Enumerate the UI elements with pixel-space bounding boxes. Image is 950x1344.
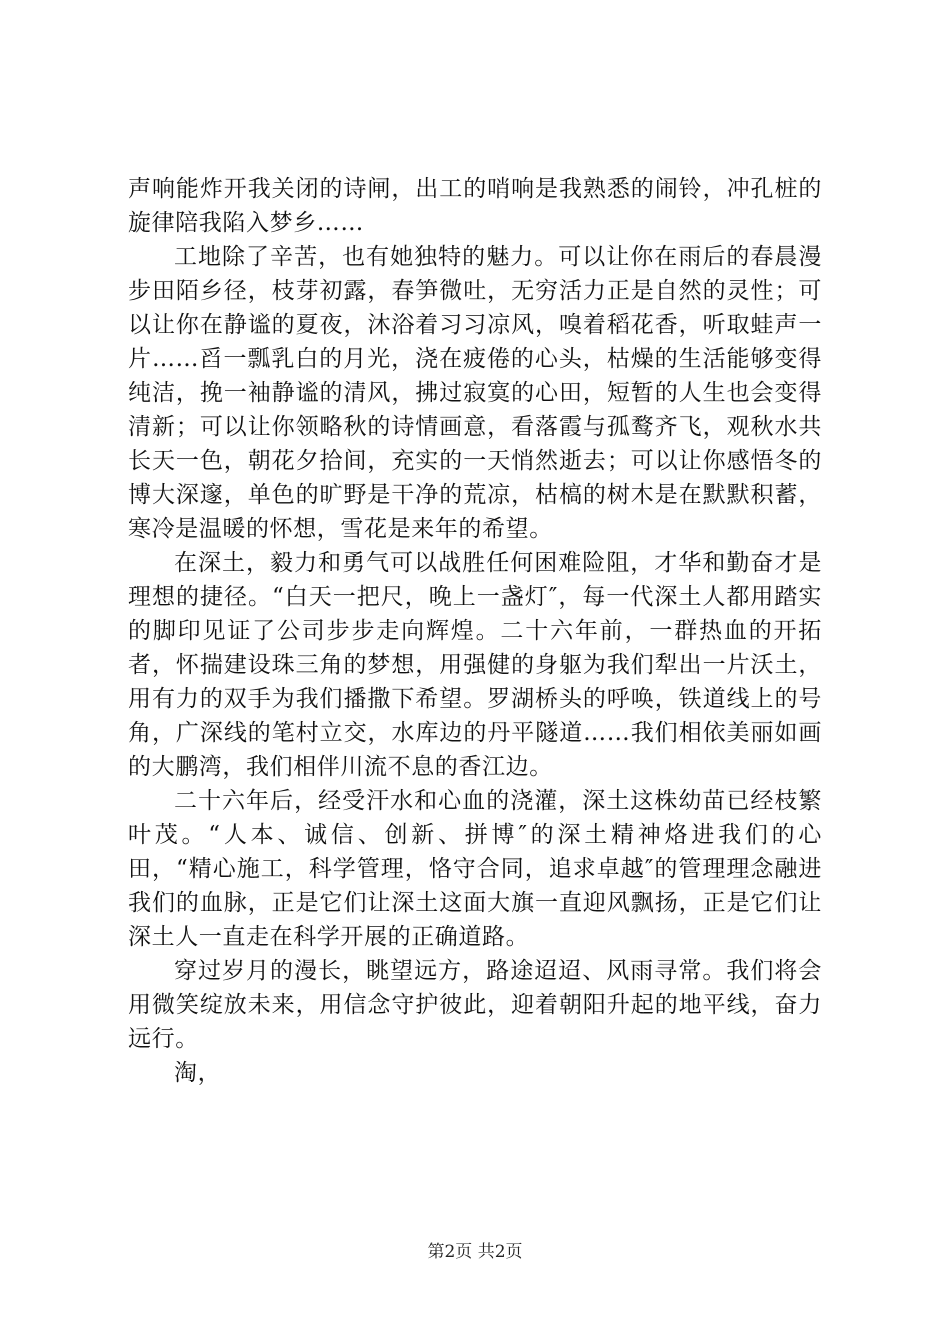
page-number-footer: 第2页 共2页 xyxy=(427,1242,523,1262)
paragraph-fragment: 淘， xyxy=(174,1060,222,1086)
paragraph-continuation: 声响能炸开我关闭的诗闸，出工的哨响是我熟悉的闹铃，冲孔桩的旋律陪我陷入梦乡…… xyxy=(128,176,822,236)
paragraph-company-history: 在深土，毅力和勇气可以战胜任何困难险阻，才华和勤奋才是理想的捷径。“白天一把尺，晚上一盏灯″，每一代深土人都用踏实的脚印见证了公司步步走向辉煌。二十六年前，一群热血的开拓者，怀揣建设珠三角的梦想，用强健的身躯为我们犁出一片沃土，用有力的双手为我们播撒下希望。罗湖桥头的呼唤，铁道线上的号角，广深线的笔村立交，水库边的丹平隧道……我们相依美丽如画的大鹏湾，我们相伴川流不息的香江边。 xyxy=(128,550,822,780)
paragraph-future-outlook: 穿过岁月的漫长，眺望远方，路途迢迢、风雨寻常。我们将会用微笑绽放未来，用信念守护彼此，迎着朝阳升起的地平线，奋力远行。 xyxy=(128,958,822,1052)
paragraph-company-spirit: 二十六年后，经受汗水和心血的浇灌，深土这株幼苗已经枝繁叶茂。“人本、诚信、创新、拼博″的深土精神烙进我们的心田，“精心施工，科学管理，恪守合同，追求卓越″的管理理念融进我们的血脉，正是它们让深土这面大旗一直迎风飘扬，正是它们让深土人一直走在科学开展的正确道路。 xyxy=(128,788,822,950)
paragraph-construction-site-charm: 工地除了辛苦，也有她独特的魅力。可以让你在雨后的春晨漫步田陌乡径，枝芽初露，春笋微吐，无穷活力正是自然的灵性；可以让你在静谧的夏夜，沐浴着习习凉风，嗅着稻花香，听取蛙声一片……舀一瓢乳白的月光，浇在疲倦的心头，枯燥的生活能够变得纯洁，挽一袖静谧的清风，拂过寂寞的心田，短暂的人生也会变得清新；可以让你领略秋的诗情画意，看落霞与孤鹜齐飞，观秋水共长天一色，朝花夕拾间，充实的一天悄然逝去；可以让你感悟冬的博大深邃，单色的旷野是干净的荒凉，枯槁的树木是在默默积蓄，寒冷是温暖的怀想，雪花是来年的希望。 xyxy=(128,244,822,542)
body-text xyxy=(128,172,822,1090)
